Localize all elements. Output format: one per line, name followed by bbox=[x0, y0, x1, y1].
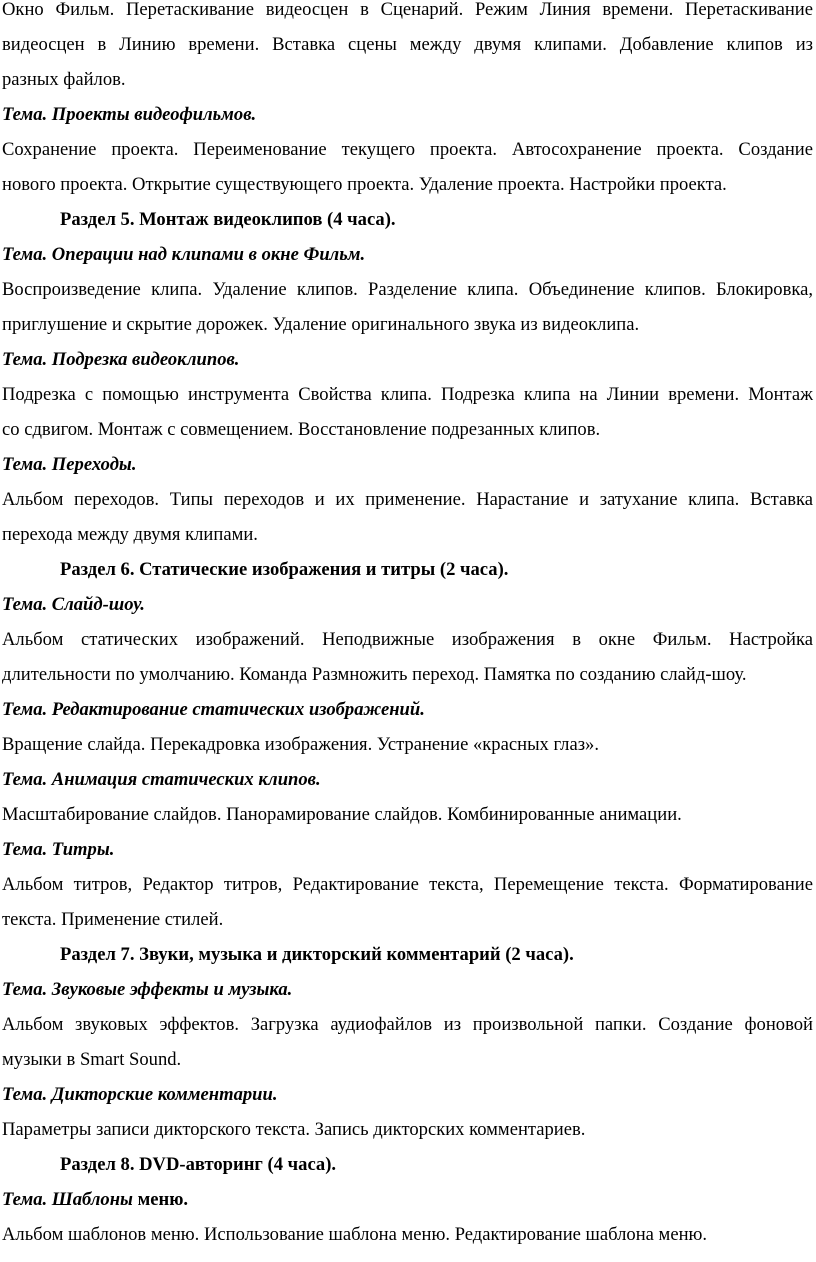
section-heading: Раздел 7. Звуки, музыка и дикторский комментарий (2 часа). bbox=[60, 944, 574, 965]
paragraph-line: музыки в Smart Sound. bbox=[2, 1049, 182, 1070]
paragraph-line: Масштабирование слайдов. Панорамирование слайдов. Комбинированные анимации. bbox=[2, 804, 682, 825]
topic-heading-plain: меню. bbox=[132, 1189, 189, 1210]
paragraph-line: Окно Фильм. Перетаскивание видеосцен в Сценарий. Режим Линия времени. Перетаскивание bbox=[2, 0, 813, 20]
paragraph-line: текста. Применение стилей. bbox=[2, 909, 224, 930]
paragraph-line: Параметры записи дикторского текста. Запись дикторских комментариев. bbox=[2, 1119, 586, 1140]
paragraph-line: приглушение и скрытие дорожек. Удаление оригинального звука из видеоклипа. bbox=[2, 314, 640, 335]
topic-heading: Тема. Дикторские комментарии. bbox=[2, 1084, 278, 1105]
topic-heading: Тема. Переходы. bbox=[2, 454, 137, 475]
paragraph-line: Альбом звуковых эффектов. Загрузка аудиофайлов из произвольной папки. Создание фоновой bbox=[2, 1014, 813, 1035]
topic-heading: Тема. Звуковые эффекты и музыка. bbox=[2, 979, 293, 1000]
paragraph-line: Вращение слайда. Перекадровка изображения. Устранение «красных глаз». bbox=[2, 734, 600, 755]
paragraph-line: Альбом титров, Редактор титров, Редактирование текста, Перемещение текста. Форматирование bbox=[2, 874, 813, 895]
paragraph-line: со сдвигом. Монтаж с совмещением. Восстановление подрезанных клипов. bbox=[2, 419, 601, 440]
topic-heading: Тема. Проекты видеофильмов. bbox=[2, 104, 257, 125]
paragraph-line: Альбом переходов. Типы переходов и их применение. Нарастание и затухание клипа. Вставка bbox=[2, 489, 813, 510]
paragraph-line: перехода между двумя клипами. bbox=[2, 524, 258, 545]
topic-heading bbox=[2, 1191, 813, 1210]
section-heading: Раздел 5. Монтаж видеоклипов (4 часа). bbox=[60, 209, 396, 230]
topic-heading-italic: Тема. Шаблоны bbox=[2, 1189, 133, 1210]
paragraph-line: нового проекта. Открытие существующего проекта. Удаление проекта. Настройки проекта. bbox=[2, 174, 727, 195]
section-heading: Раздел 6. Статические изображения и титры (2 часа). bbox=[60, 559, 509, 580]
paragraph-line: длительности по умолчанию. Команда Размножить переход. Памятка по созданию слайд-шоу. bbox=[2, 664, 747, 685]
topic-heading: Тема. Анимация статических клипов. bbox=[2, 769, 321, 790]
topic-heading: Тема. Титры. bbox=[2, 839, 115, 860]
topic-heading: Тема. Слайд-шоу. bbox=[2, 594, 145, 615]
paragraph-line: Подрезка с помощью инструмента Свойства клипа. Подрезка клипа на Линии времени. Монтаж bbox=[2, 384, 813, 405]
paragraph-line: Альбом статических изображений. Неподвижные изображения в окне Фильм. Настройка bbox=[2, 629, 813, 650]
section-heading: Раздел 8. DVD-авторинг (4 часа). bbox=[60, 1154, 337, 1175]
paragraph-line: Сохранение проекта. Переименование текущего проекта. Автосохранение проекта. Создание bbox=[2, 139, 813, 160]
topic-heading: Тема. Редактирование статических изображений. bbox=[2, 699, 425, 720]
paragraph-line: видеосцен в Линию времени. Вставка сцены между двумя клипами. Добавление клипов из bbox=[2, 34, 813, 55]
paragraph-line: разных файлов. bbox=[2, 69, 126, 90]
topic-heading: Тема. Операции над клипами в окне Фильм. bbox=[2, 244, 366, 265]
topic-heading: Тема. Подрезка видеоклипов. bbox=[2, 349, 240, 370]
paragraph-line: Альбом шаблонов меню. Использование шаблона меню. Редактирование шаблона меню. bbox=[2, 1224, 708, 1245]
paragraph-line: Воспроизведение клипа. Удаление клипов. Разделение клипа. Объединение клипов. Блокировка, bbox=[2, 279, 813, 300]
